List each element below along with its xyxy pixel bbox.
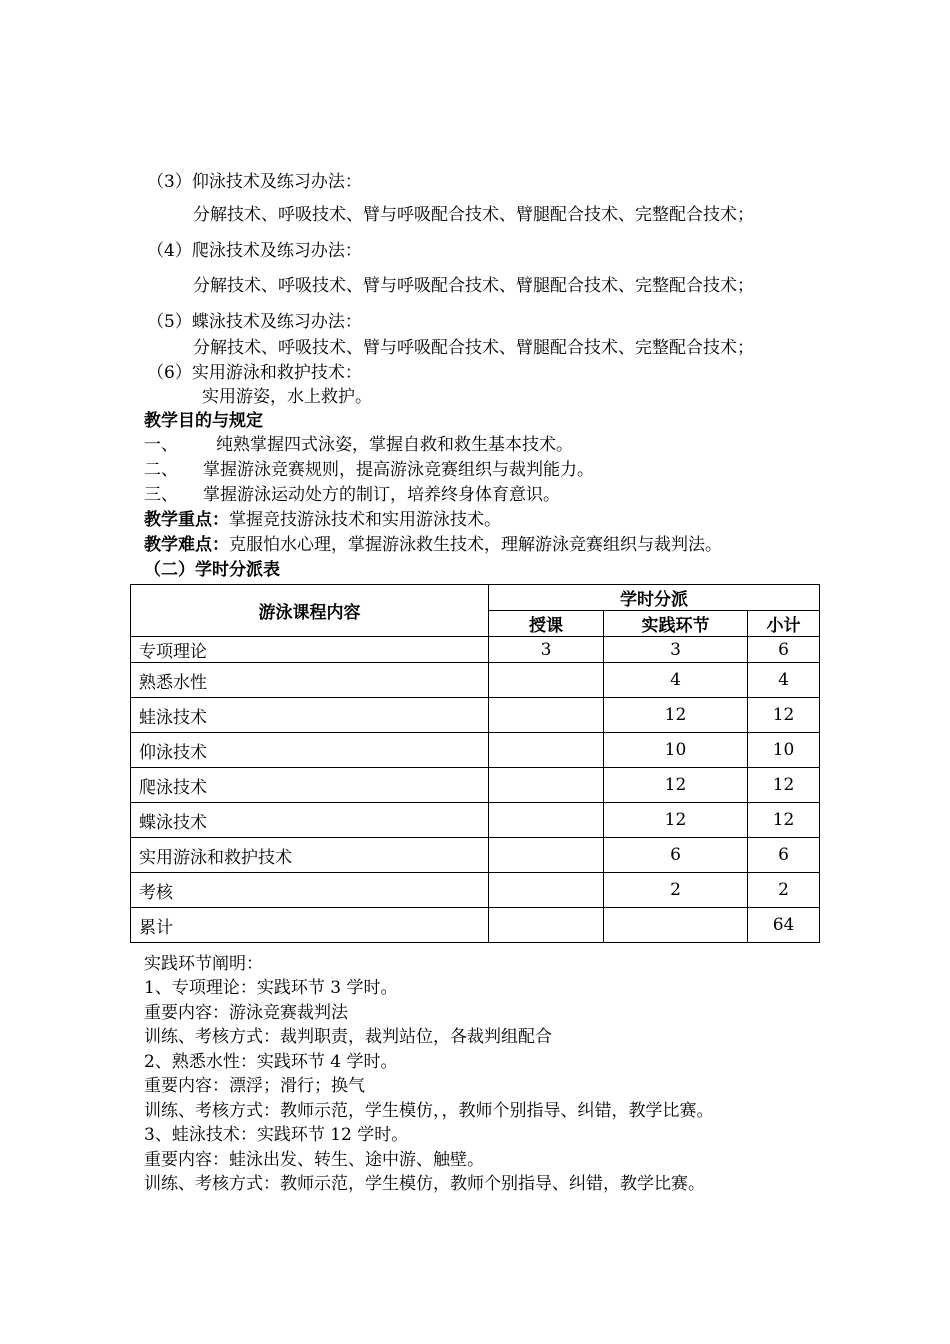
goal-item-1 [144,434,573,456]
practice-note-line: 2、熟悉水性：实践环节 4 学时。 [144,1052,398,1072]
practice-note-line: 重要内容：蛙泳出发、转生、途中游、触壁。 [144,1150,484,1170]
table-row [131,637,820,663]
goal-item-3 [144,484,560,506]
row-name: 仰泳技术 [131,733,489,768]
row-subtotal: 12 [748,698,820,733]
table-row [131,803,820,838]
goal-item-num: 二、 [144,460,178,480]
goal-item-text: 掌握游泳竞赛规则，提高游泳竞赛组织与裁判能力。 [203,460,594,480]
table-row [131,908,820,943]
row-practice: 12 [604,698,748,733]
column-header-practice: 实践环节 [604,611,748,637]
row-name: 蛙泳技术 [131,698,489,733]
difficulty-text: 克服怕水心理，掌握游泳救生技术，理解游泳竞赛组织与裁判法。 [229,535,722,555]
row-lecture [489,908,604,943]
goal-item-num: 一、 [144,435,178,455]
table-row [131,733,820,768]
technique-6-detail: 实用游姿，水上救护。 [202,387,372,407]
technique-5-title: （5）蝶泳技术及练习办法： [147,312,362,332]
row-name: 累计 [131,908,489,943]
practice-note-line: 3、蛙泳技术：实践环节 12 学时。 [144,1125,409,1145]
row-name: 考核 [131,873,489,908]
row-name: 熟悉水性 [131,663,489,698]
table-row [131,838,820,873]
row-practice: 12 [604,768,748,803]
goal-item-num: 三、 [144,485,178,505]
row-practice: 2 [604,873,748,908]
practice-note-line: 重要内容：游泳竞赛裁判法 [144,1003,348,1023]
row-subtotal: 2 [748,873,820,908]
content-header: 游泳课程内容 [131,585,489,637]
row-practice: 12 [604,803,748,838]
practice-note-line: 训练、考核方式：教师示范，学生模仿，教师个别指导、纠错，教学比赛。 [144,1174,705,1194]
row-name: 蝶泳技术 [131,803,489,838]
allocation-group-header: 学时分派 [489,585,820,611]
row-lecture [489,663,604,698]
row-subtotal: 64 [748,908,820,943]
table-row [131,873,820,908]
practice-note-line: 训练、考核方式：教师示范，学生模仿，，教师个别指导、纠错，教学比赛。 [144,1101,714,1121]
practice-note-line: 1、专项理论：实践环节 3 学时。 [144,978,398,998]
technique-4-detail: 分解技术、呼吸技术、臂与呼吸配合技术、臂腿配合技术、完整配合技术； [193,276,754,296]
teaching-key-point [144,509,501,531]
row-subtotal: 10 [748,733,820,768]
column-header-subtotal: 小计 [748,611,820,637]
row-lecture [489,768,604,803]
row-lecture [489,698,604,733]
row-practice: 3 [604,637,748,663]
table-title: （二）学时分派表 [144,560,280,580]
row-practice: 4 [604,663,748,698]
goals-heading: 教学目的与规定 [144,411,263,431]
difficulty-label: 教学难点： [144,535,229,555]
technique-6-title: （6）实用游泳和救护技术： [147,363,362,383]
technique-3-detail: 分解技术、呼吸技术、臂与呼吸配合技术、臂腿配合技术、完整配合技术； [193,205,754,225]
row-subtotal: 4 [748,663,820,698]
technique-3-title: （3）仰泳技术及练习办法： [147,172,362,192]
table-header-row [131,585,820,611]
row-lecture [489,873,604,908]
goal-item-text: 掌握游泳运动处方的制订，培养终身体育意识。 [203,485,560,505]
row-name: 实用游泳和救护技术 [131,838,489,873]
row-subtotal: 12 [748,803,820,838]
row-practice: 6 [604,838,748,873]
goal-item-text: 纯熟掌握四式泳姿，掌握自救和救生基本技术。 [216,435,573,455]
row-practice [604,908,748,943]
row-lecture [489,838,604,873]
row-name: 爬泳技术 [131,768,489,803]
table-row [131,698,820,733]
row-lecture [489,733,604,768]
row-subtotal: 12 [748,768,820,803]
technique-5-detail: 分解技术、呼吸技术、臂与呼吸配合技术、臂腿配合技术、完整配合技术； [193,338,754,358]
teaching-difficulty [144,534,722,556]
practice-note-line: 训练、考核方式：裁判职责，裁判站位，各裁判组配合 [144,1027,552,1047]
row-name: 专项理论 [131,637,489,663]
technique-4-title: （4）爬泳技术及练习办法： [147,241,362,261]
table-row [131,663,820,698]
table-row [131,768,820,803]
key-point-text: 掌握竞技游泳技术和实用游泳技术。 [229,510,501,530]
row-subtotal: 6 [748,838,820,873]
row-practice: 10 [604,733,748,768]
row-lecture [489,803,604,838]
row-subtotal: 6 [748,637,820,663]
practice-notes-heading: 实践环节阐明： [144,954,263,974]
practice-note-line: 重要内容：漂浮；滑行；换气 [144,1076,365,1096]
goal-item-2 [144,459,594,481]
row-lecture: 3 [489,637,604,663]
hours-allocation-table [130,584,820,943]
key-point-label: 教学重点： [144,510,229,530]
column-header-lecture: 授课 [489,611,604,637]
